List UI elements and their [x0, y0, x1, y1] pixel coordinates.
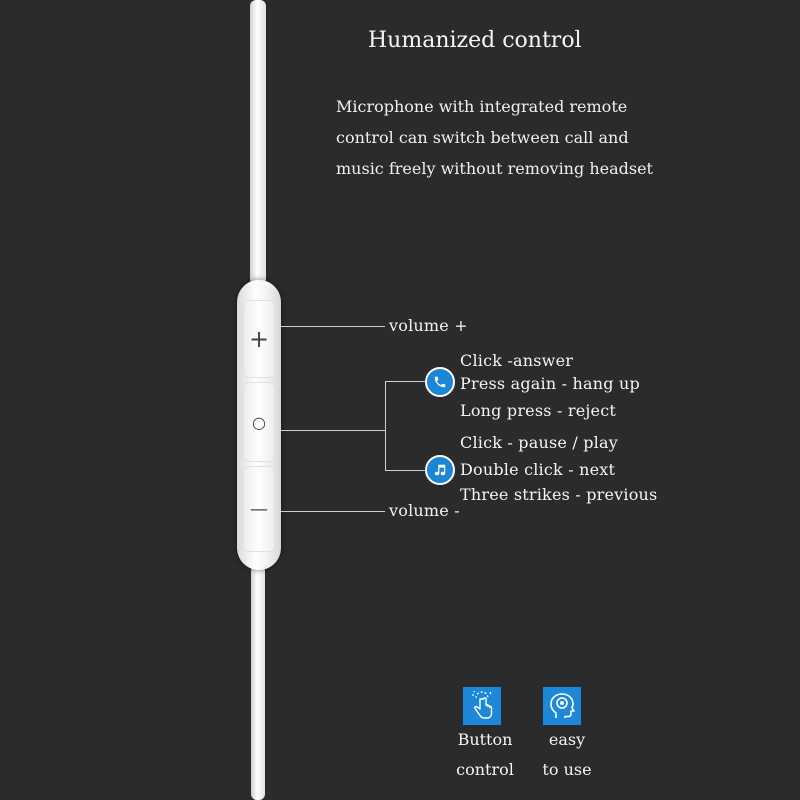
multifunction-button[interactable]: [243, 382, 275, 462]
leader-call: [385, 381, 428, 382]
feature-line-2: to use: [542, 760, 592, 779]
music-double-click-label: Double click - next: [460, 460, 616, 479]
cable-top: [250, 0, 266, 285]
leader-center: [281, 430, 385, 431]
feature-line-1: easy: [548, 730, 586, 749]
call-long-press-label: Long press - reject: [460, 401, 616, 420]
feature-line-2: control: [456, 760, 514, 779]
circle-icon: ○: [252, 412, 266, 432]
feature-button-control: [450, 725, 520, 785]
music-three-strikes-label: Three strikes - previous: [460, 485, 658, 504]
music-note-icon: [425, 455, 455, 485]
phone-icon: [425, 367, 455, 397]
feature-line-1: Button: [457, 730, 513, 749]
volume-down-label: volume -: [389, 501, 460, 520]
page-title: Humanized control: [368, 28, 582, 53]
music-click-label: Click - pause / play: [460, 433, 618, 452]
feature-easy-to-use: [532, 725, 602, 785]
description-line-2: control can switch between call and: [336, 128, 629, 147]
description-line-3: music freely without removing headset: [336, 159, 653, 178]
volume-up-button[interactable]: [243, 300, 275, 378]
volume-up-label: volume +: [389, 316, 468, 335]
leader-volume-down: [281, 511, 385, 512]
volume-down-button[interactable]: [243, 466, 275, 552]
inline-remote: [237, 280, 281, 570]
description-line-1: Microphone with integrated remote: [336, 97, 628, 116]
plus-icon: +: [248, 325, 270, 353]
head-idea-icon: [543, 687, 581, 725]
minus-icon: —: [250, 498, 268, 520]
touch-hand-icon: [463, 687, 501, 725]
leader-bracket-vertical: [385, 381, 386, 470]
leader-volume-up: [281, 326, 385, 327]
leader-music: [385, 470, 428, 471]
call-press-again-label: Press again - hang up: [460, 374, 640, 393]
call-click-label: Click -answer: [460, 351, 574, 370]
cable-bottom: [251, 565, 265, 800]
